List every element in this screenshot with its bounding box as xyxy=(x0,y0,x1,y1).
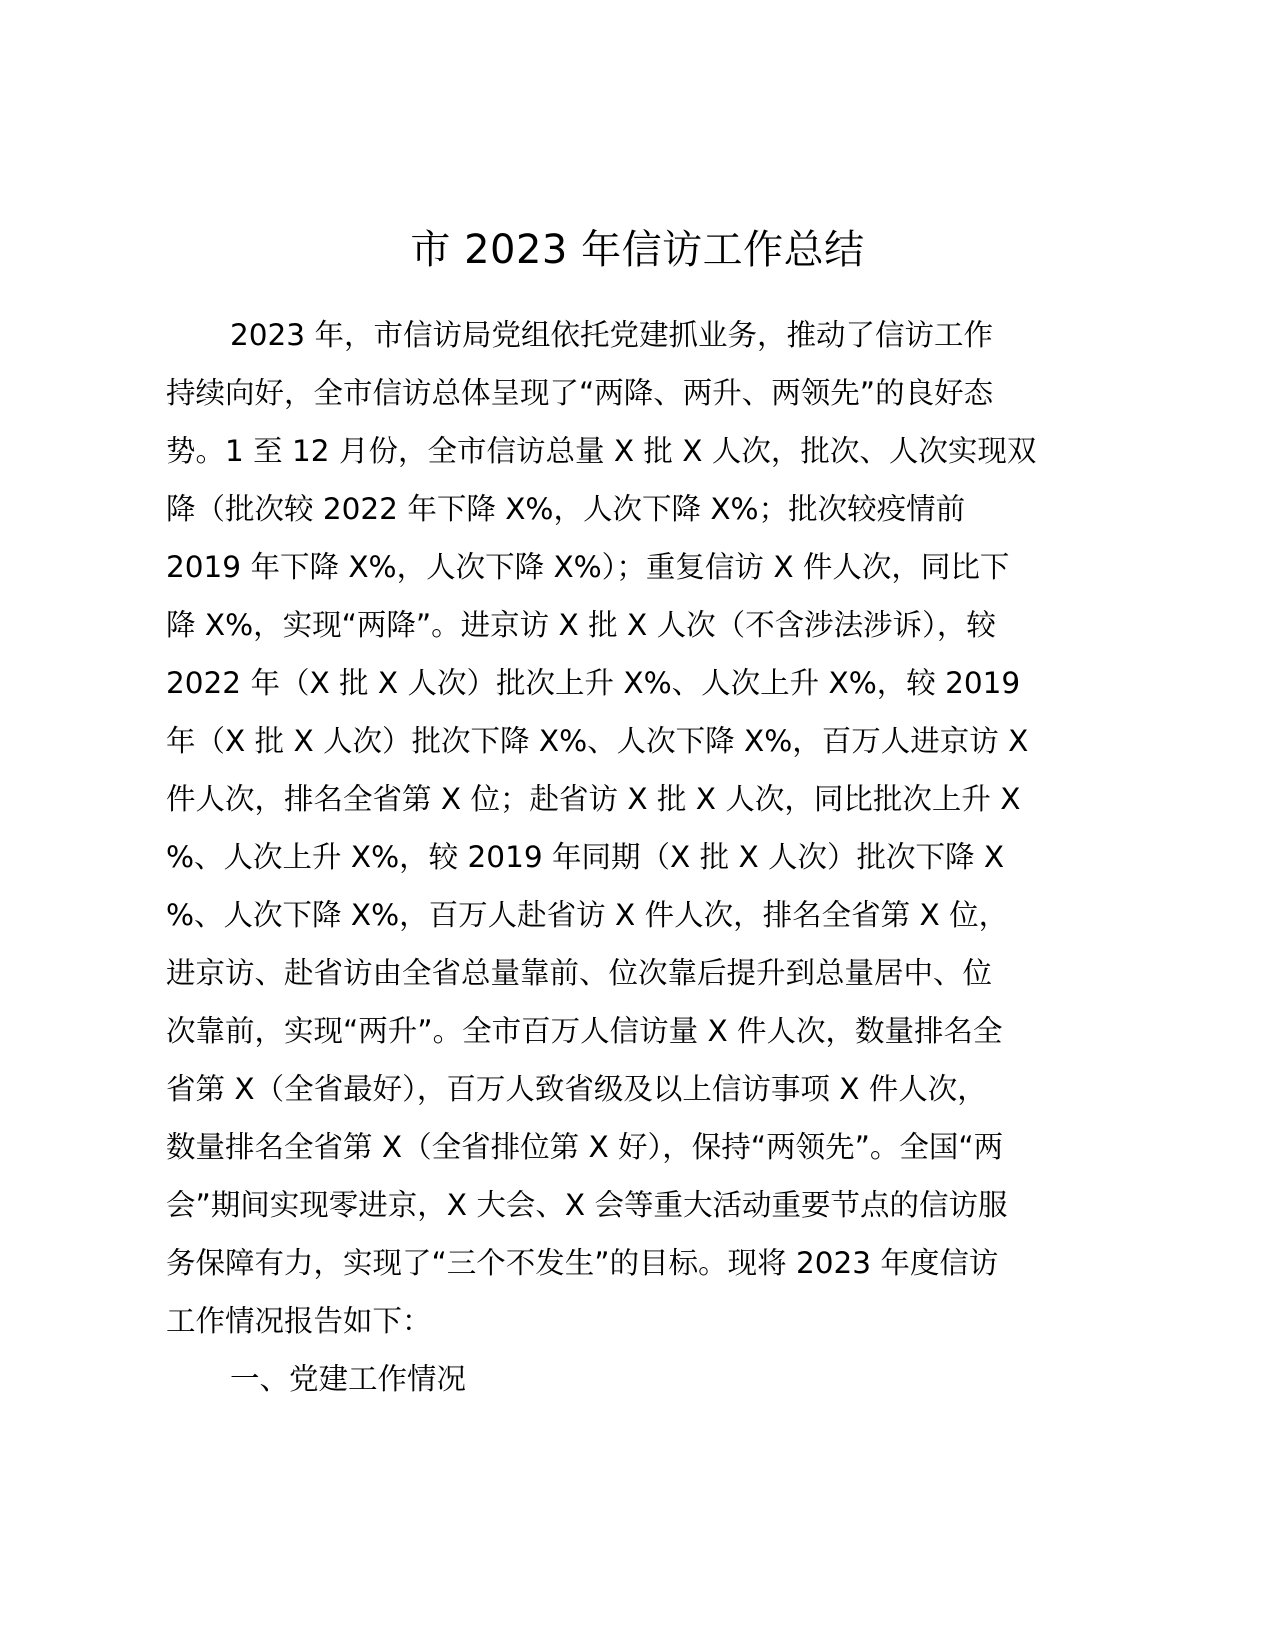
paragraph-line: 省第 X（全省最好），百万人致省级及以上信访事项 X 件人次， xyxy=(166,1072,987,1106)
paragraph-line: 2022 年（X 批 X 人次）批次上升 X%、人次上升 X%，较 2019 xyxy=(166,666,1021,700)
paragraph-line: %、人次上升 X%，较 2019 年同期（X 批 X 人次）批次下降 X xyxy=(166,840,1005,874)
section-heading: 一、党建工作情况 xyxy=(230,1362,467,1396)
paragraph-line: %、人次下降 X%，百万人赴省访 X 件人次，排名全省第 X 位， xyxy=(166,898,1009,932)
document-body xyxy=(166,306,1126,1408)
paragraph-line: 工作情况报告如下： xyxy=(166,1304,432,1338)
paragraph-line: 势。1 至 12 月份，全市信访总量 X 批 X 人次，批次、人次实现双 xyxy=(166,434,1037,468)
paragraph-line: 数量排名全省第 X（全省排位第 X 好），保持“两领先”。全国“两 xyxy=(166,1130,1004,1164)
paragraph-line: 务保障有力，实现了“三个不发生”的目标。现将 2023 年度信访 xyxy=(166,1246,999,1280)
paragraph-line: 年（X 批 X 人次）批次下降 X%、人次下降 X%，百万人进京访 X xyxy=(166,724,1029,758)
paragraph-line: 会”期间实现零进京，X 大会、X 会等重大活动重要节点的信访服 xyxy=(166,1188,1008,1222)
paragraph-line: 2023 年，市信访局党组依托党建抓业务，推动了信访工作 xyxy=(230,318,993,352)
paragraph-line: 件人次，排名全省第 X 位；赴省访 X 批 X 人次，同比批次上升 X xyxy=(166,782,1021,816)
paragraph-line: 进京访、赴省访由全省总量靠前、位次靠后提升到总量居中、位 xyxy=(166,956,993,990)
document-title: 市 2023 年信访工作总结 xyxy=(410,227,865,273)
paragraph-line: 降（批次较 2022 年下降 X%，人次下降 X%；批次较疫情前 xyxy=(166,492,966,526)
paragraph-line: 降 X%，实现“两降”。进京访 X 批 X 人次（不含涉法涉诉），较 xyxy=(166,608,996,642)
paragraph-line: 持续向好，全市信访总体呈现了“两降、两升、两领先”的良好态 xyxy=(166,376,994,410)
paragraph-line: 次靠前，实现“两升”。全市百万人信访量 X 件人次，数量排名全 xyxy=(166,1014,1003,1048)
paragraph-line: 2019 年下降 X%，人次下降 X%）；重复信访 X 件人次，同比下 xyxy=(166,550,1010,584)
